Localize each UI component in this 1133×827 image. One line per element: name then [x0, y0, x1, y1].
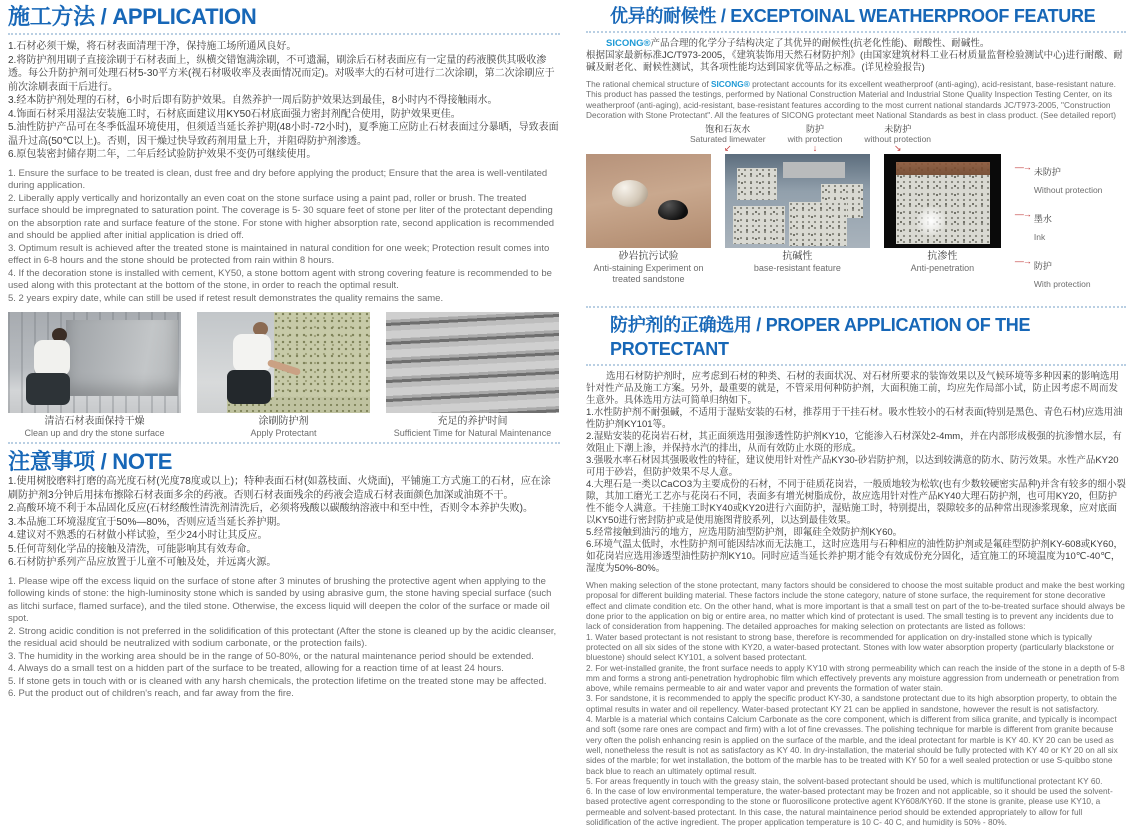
application-list-zh [8, 40, 560, 162]
photo-caption-zh: 砂岩抗污试验 [618, 251, 679, 263]
photo-stacked-slabs [386, 312, 559, 413]
photo-figure [586, 154, 711, 285]
application-zh-item: 5.油性防护产品可在冬季低温环境使用，但须适当延长养护期(48小时-72小时)，夏季施工应防止石材表面过分暴晒，导致表面温升过高(50℃以上)。否则，因干燥过快导致药剂用量上升，并阻碍防护剂渗透。 [8, 122, 559, 147]
stone-slab [66, 320, 178, 396]
arrow-down-icon: ↓ [812, 143, 818, 154]
weatherproof-en-para: The rational chemical structure of SICONG® protectant accounts for its excellent weatherproof (anti-aging), acid-resistant, base-resistant nature. This product has passed the testings, performed by National Construction Material and Industrial Stone Quality Inspection Testing Center, on its weatherproof (anti-aging), acid-resistant, base-resistant features according to the most current national standards JC/T973-2005, "Construction Decoration with Stone Protectant". All the features of SICONG protectant meet National Standards as best in class product. (See detailed report) [586, 79, 1117, 120]
application-section-title: 施工方法 / APPLICATION [8, 4, 257, 29]
application-photos [8, 312, 560, 439]
label-with-protection: —→ 防护 With protection [1014, 256, 1091, 290]
application-zh-item: 2.将防护剂用刷子直接涂刷于石材表面上，纵横交错饱满涂刷，不可遗漏，刷涂后石材表面应有一定量的药液膜供其吸收渗透。每公升防护剂可处理石材5-30平方米(视石材吸收率及表面情况而定)。对吸率大的石材可进行二次涂刷，第二次涂刷应于前次涂刷表面干后进行。 [8, 54, 555, 93]
application-en-item: 5. 2 years expiry date, while can still be used if retest result demonstrates the quality remains the same. [8, 292, 444, 304]
photo-caption-en: base-resistant feature [753, 263, 841, 274]
arrow-down-icon: ↘ [893, 143, 902, 154]
camera-flash-spot [914, 206, 948, 236]
application-zh-item: 1.石材必须干燥，将石材表面清理干净，保持施工场所通风良好。 [8, 41, 297, 52]
stone-sample [737, 168, 777, 200]
photo-base-resistant [725, 154, 870, 248]
label-ink: —→ 墨水 Ink [1014, 209, 1052, 243]
photo-caption-en: Sufficient Time for Natural Maintenance [393, 428, 552, 438]
stone-sample [783, 162, 845, 178]
proper-en-item: 6. In the case of low environmental temperature, the water-based protectant may be frozen and not applicable, so it should be used the solvent-based protective agent corresponding to the stone or fluorosilicone protective agent KY608/KY60. If the stone is granite, please use KY10, a permeable and solvent-based protectant. In this case, the natural maintainence period should be extended appropriately to allow for full solidification of the active ingredient. The proper application temperature is 10 C- 40 C, and humidity is 50% - 80%. [586, 786, 1113, 827]
proper-en-item: 2. For wet-installed granite, the front surface needs to apply KY10 with strong permeability which can reach the inside of the stone in a depth of 5-8 mm and forms a strong anti-penetration hydrophobic film which effectively prevents any moisture aggression from underneath or penetration from above, while remains permeable to air and water vapor and prevents the formation of water stain. [586, 662, 1125, 694]
divider [586, 31, 1126, 33]
weatherproof-section-title: 优异的耐候性 / EXCEPTOINAL WEATHERPROOF FEATURE [610, 6, 1096, 26]
brand-logo: SICONG® [710, 79, 750, 89]
proper-zh-intro: 选用石材防护剂时，应考虑到石材的种类、石材的表面状况、对石材所要求的装饰效果以及气候环境等多种因素的影响选用针对性产品及施工方案。另外，最重要的就是，不管采用何种防护剂，大面积施工前，均应先作局部小试，防止因考虑不周而发生意外。具体选用方法可简单归纳如下。 [586, 371, 1120, 407]
photo-figure [8, 312, 181, 439]
ink-stain-band [896, 162, 990, 175]
photo-figure [197, 312, 370, 439]
divider [586, 364, 1126, 366]
note-zh-item: 4.建议对不熟悉的石材做小样试验，至少24小时让其反应。 [8, 530, 268, 541]
ink-droplet [658, 200, 688, 220]
photo-caption-zh: 抗碱性 [782, 251, 813, 263]
photo-caption-en: Anti-penetration [910, 263, 975, 274]
photo-figure [386, 312, 559, 439]
proper-zh-item: 2.湿贴安装的花岗岩石材，其正面须选用强渗透性防护剂KY10，它能渗入石材深处2-4mm，并在内部形成极强的抗渗憎水层，有效阻止下潮上渗，并保持水汽的排出，从而有效防止水斑的形成。 [586, 431, 1122, 455]
application-list-en [8, 168, 560, 306]
divider [586, 306, 1126, 308]
application-zh-item: 3.经本防护剂处理的石材，6小时后即有防护效果。自然养护一周后防护效果达到最佳，8小时内不得接触雨水。 [8, 95, 498, 106]
note-section-title: 注意事项 / NOTE [8, 449, 173, 474]
proper-zh-item: 5.经常接触到油污的地方，应选用防油型防护剂，即氟硅全效防护剂KY60。 [586, 527, 903, 539]
note-zh-item: 5.任何苛刻化学品的接触及清洗，可能影响其有效寿命。 [8, 543, 257, 555]
water-droplet [612, 180, 648, 207]
photo-caption-zh: 充足的养护时间 [437, 416, 508, 427]
proper-zh-item: 4.大理石是一类以CaCO3为主要成份的石材，不同于硅质花岗岩，一般质地较为松软(也有少数较硬密实品种)并含有较多的细小裂隙，其加工磨光工艺亦与花岗石不同，表面多有增光树脂成份，故应选用针对性产品KY40大理石防护剂，也可用KY20，但防护性不能令人满意。干挂施工时KY40或KY20进行六面防护，湿贴施工时，特别提出，裂隙较多的品种常出现渗浆现象，应对底面以KY50进行密封防护或是使用施图背胶系列，以达到最佳效果。 [586, 479, 1126, 527]
arrow-down-icon: ↙ [724, 143, 732, 154]
label-saturated-limewater: 饱和石灰水 Saturated limewater ↙ [690, 124, 766, 154]
proper-en-item: 3. For sandstone, it is recommended to apply the specific product KY-30, a sandstone protectant due to its high absorption property, to obtain the optimal results in water and oil repellency. Water-based protectant KY 21 can be applied in sandstone, however the result is not satisfactory. [586, 693, 1117, 714]
proper-en-item: 5. For areas frequently in touch with the greasy stain, the solvent-based protectant should be used, which is multifunctional protectant KY 60. [586, 775, 1103, 786]
photo-caption-zh: 清洁石材表面保持干燥 [44, 416, 145, 427]
figure-top-labels [586, 124, 1126, 153]
stone-sample [733, 206, 785, 244]
proper-application-section-title: 防护剂的正确选用 / PROPER APPLICATION OF THE PROTECTANT [610, 315, 1031, 360]
proper-zh-item: 6.环境气温太低时，水性防护剂可能因结冰而无法施工，这时应选用与石种相应的油性防护剂或是氟硅型防护剂KY-608或KY60，如花岗岩应选用渗透型油性防护剂KY10。同时应适当延长养护期才能令有效成份充分固化，适宜施工的环境温度为10℃-40℃，湿度为50%-80%。 [586, 539, 1123, 575]
application-zh-item: 6.原包装密封储存期二年，二年后经试验防护效果不变仍可继续使用。 [8, 149, 317, 160]
photo-caption-en: Anti-staining Experiment on treated sandstone [593, 263, 704, 285]
note-en-item: 6. Put the product out of children's reach, and far away from the fire. [8, 688, 294, 699]
note-zh-item: 3.本品施工环境湿度宜于50%—80%，否则应适当延长养护期。 [8, 516, 287, 528]
application-en-item: 3. Optimum result is achieved after the treated stone is maintained in natural condition for one week; Protection result comes into effect in 6-8 hours and the stone should be protected from rain within 8 hours. [8, 242, 550, 266]
brand-logo: SICONG® [606, 38, 651, 49]
photo-anti-penetration [884, 154, 1001, 248]
note-en-item: 1. Please wipe off the excess liquid on the surface of stone after 3 minutes of brushing the protective agent when applying to the following kinds of stone: the high-luminosity stone which is sanded by using abrasive gum, the stone having special surface (such as litchi surface, flamed surface), and the tiled stone. Otherwise, the excess liquid will deepen the color of the surface or made oil spot. [8, 575, 552, 624]
note-list-en [8, 576, 560, 701]
note-en-item: 3. The humidity in the working area should be in the range of 50-80%, or the natural maintenance period should be extended. [8, 650, 534, 662]
right-column [586, 3, 1126, 827]
note-en-item: 4. Always do a small test on a hidden part of the surface to be treated, allowing for a reaction time of at least 24 hours. [8, 663, 504, 674]
label-without-protection: 未防护 without protection ↘ [864, 124, 932, 154]
note-list-zh [8, 475, 560, 570]
proper-list-en [586, 580, 1126, 827]
note-zh-item: 1.使用树胶磨料打磨的高光度石材(光度78度或以上)；特种表面石材(如荔枝面、火烧面)，平铺施工方式施工的石材，应在涂刷防护剂3分钟后用抹布擦除石材表面多余的药液。否则石材表面残余的药液会造成石材表面颜色加深或油斑不干。 [8, 476, 551, 501]
arrow-right-icon: —→ [1014, 209, 1031, 220]
proper-en-item: 1. Water based protectant is not resistant to strong base, therefore is recommended for application on dry-installed stone which is typically protected on all six sides of the stone with KY20, a water-based protectant. Stones with low water absorption property (particularly blackstone or bluestone) should select KY101, a solvent based protectant. [586, 631, 1115, 663]
proper-en-intro: When making selection of the stone protectant, many factors should be considered to choose the most suitable product and make the best working proposal for different building material. These factors include the stone category, nature of stone surface, the requirement for stone decorative effect and climate condition etc. On the other hand, what is more important is that a small test on part of the to-be-treated surface should always be done prior to the application on big or entire area, no matter which kind of protectant is used. The small testing is to prevent any incidents due to lack of consideration from happening. The detailed approaches for making selection on protectants are listed as follows: [586, 580, 1125, 632]
application-zh-item: 4.饰面石材采用湿法安装施工时，石材底面建议用KY50石材底面强力密封剂配合使用，防护效果更佳。 [8, 108, 461, 120]
proper-zh-item: 3.强吸水率石材因其强吸收性的特征，建议使用针对性产品KY30-砂岩防护剂，以达到较满意的防水、防污效果。水性产品KY20可用于砂岩，但防护效果不尽人意。 [586, 455, 1119, 479]
weatherproof-figures [586, 124, 1126, 303]
application-en-item: 1. Ensure the surface to be treated is clean, dust free and dry before applying the product; Ensure that the area is well-ventilated during application. [8, 167, 548, 191]
note-zh-item: 2.高酸环境不利于本品固化反应(石材经酸性清洗剂清洗后，必须将残酸以碳酸纳溶液中和至中性，否则令本养护失败)。 [8, 503, 533, 514]
note-en-item: 2. Strong acidic condition is not preferred in the solidification of this protectant (After the stone is cleaned up by the acidic cleanser, the residual acid should be neutralized with sodium carbonate, or the protection fails). [8, 625, 557, 649]
photo-apply-protectant [197, 312, 370, 413]
left-column [8, 3, 560, 701]
figure-row [586, 154, 1126, 303]
photo-caption-en: Clean up and dry the stone surface [24, 428, 165, 438]
label-without-protection: —→ 未防护 Without protection [1014, 162, 1103, 196]
application-en-item: 4. If the decoration stone is installed with cement, KY50, a stone bottom agent with strong covering feature is recommended to be used along with this protectant at the bottom of the stone, in order to reach the optimal result. [8, 267, 552, 291]
photo-clean-stone [8, 312, 181, 413]
arrow-right-icon: —→ [1014, 256, 1031, 267]
application-en-item: 2. Liberally apply vertically and horizontally an even coat on the stone surface using a paint pad, roller or brush. The treated surface should be impregnated to saturation point. The coverage is 5- 30 square feet of stone per liter of the protectant depending on the absorption rate and surface feature of the stone. For stone with higher absorption rate, second application is recommended and should be applied after initial application is dried off. [8, 192, 555, 241]
proper-en-item: 4. Marble is a material which contains Calcium Carbonate as the core component, which is different from silica granite, and typically is incompact and soft (some rare ones are compact and firm) with a lot of fine crevasses. The polishing technique for marble is different from granite because very often the polish enhancing resin is applied on the surface of the marble, and the ideal protectant for marble is KY 40. KY 20 can be used as well, nonetheless the result is not as satisfactory as KY 40. In dry-installation, the material should be fully protected with KY 40 or KY 20 on all six sides of the marble; for wet installation, the bottom of the marble has to be treated with KY 50 for a well sealed protection or use S-quibbo stone back blue to reach an ultimately optimal result. [586, 714, 1118, 776]
photo-caption-zh: 抗渗性 [927, 251, 958, 263]
divider [8, 442, 560, 444]
label-with-protection: 防护 with protection ↓ [787, 124, 843, 154]
weatherproof-zh-lead: SICONG®产品合理的化学分子结构决定了其优异的耐候性(抗老化性能)、耐酸性、耐碱性。 [606, 38, 990, 49]
photo-caption-en: Apply Protectant [250, 428, 317, 438]
stone-sample [789, 202, 847, 246]
figure-right-labels [1015, 154, 1126, 303]
photo-figure [884, 154, 1001, 274]
proper-list-zh [586, 371, 1126, 575]
note-en-item: 5. If stone gets in touch with or is cleaned with any harsh chemicals, the protection lifetime on the treated stone may be affected. [8, 675, 547, 687]
photo-limewater-droplets [586, 154, 711, 248]
weatherproof-zh-body: 根据国家最新标准JC/T973-2005，《建筑装饰用天然石材防护剂》(由国家建筑材料工业石材质量监督检验测试中心)进行耐酸、耐碱及耐老化、耐候性测试，其各项性能均达到国家优等品之标准。(详见检验报告) [586, 50, 1123, 73]
arrow-right-icon: —→ [1014, 162, 1031, 173]
photo-caption-zh: 涂刷防护剂 [258, 416, 309, 427]
proper-zh-item: 1.水性防护剂不耐强碱，不适用于湿贴安装的石材，推荐用于干挂石材。吸水性较小的石材表面(特别是黑色、青色石材)应选用油性防护剂KY101等。 [586, 407, 1123, 431]
note-zh-item: 6.石材防护系列产品应放置于儿童不可触及处，并远离火源。 [8, 557, 277, 568]
photo-figure [725, 154, 870, 274]
divider [8, 33, 560, 35]
